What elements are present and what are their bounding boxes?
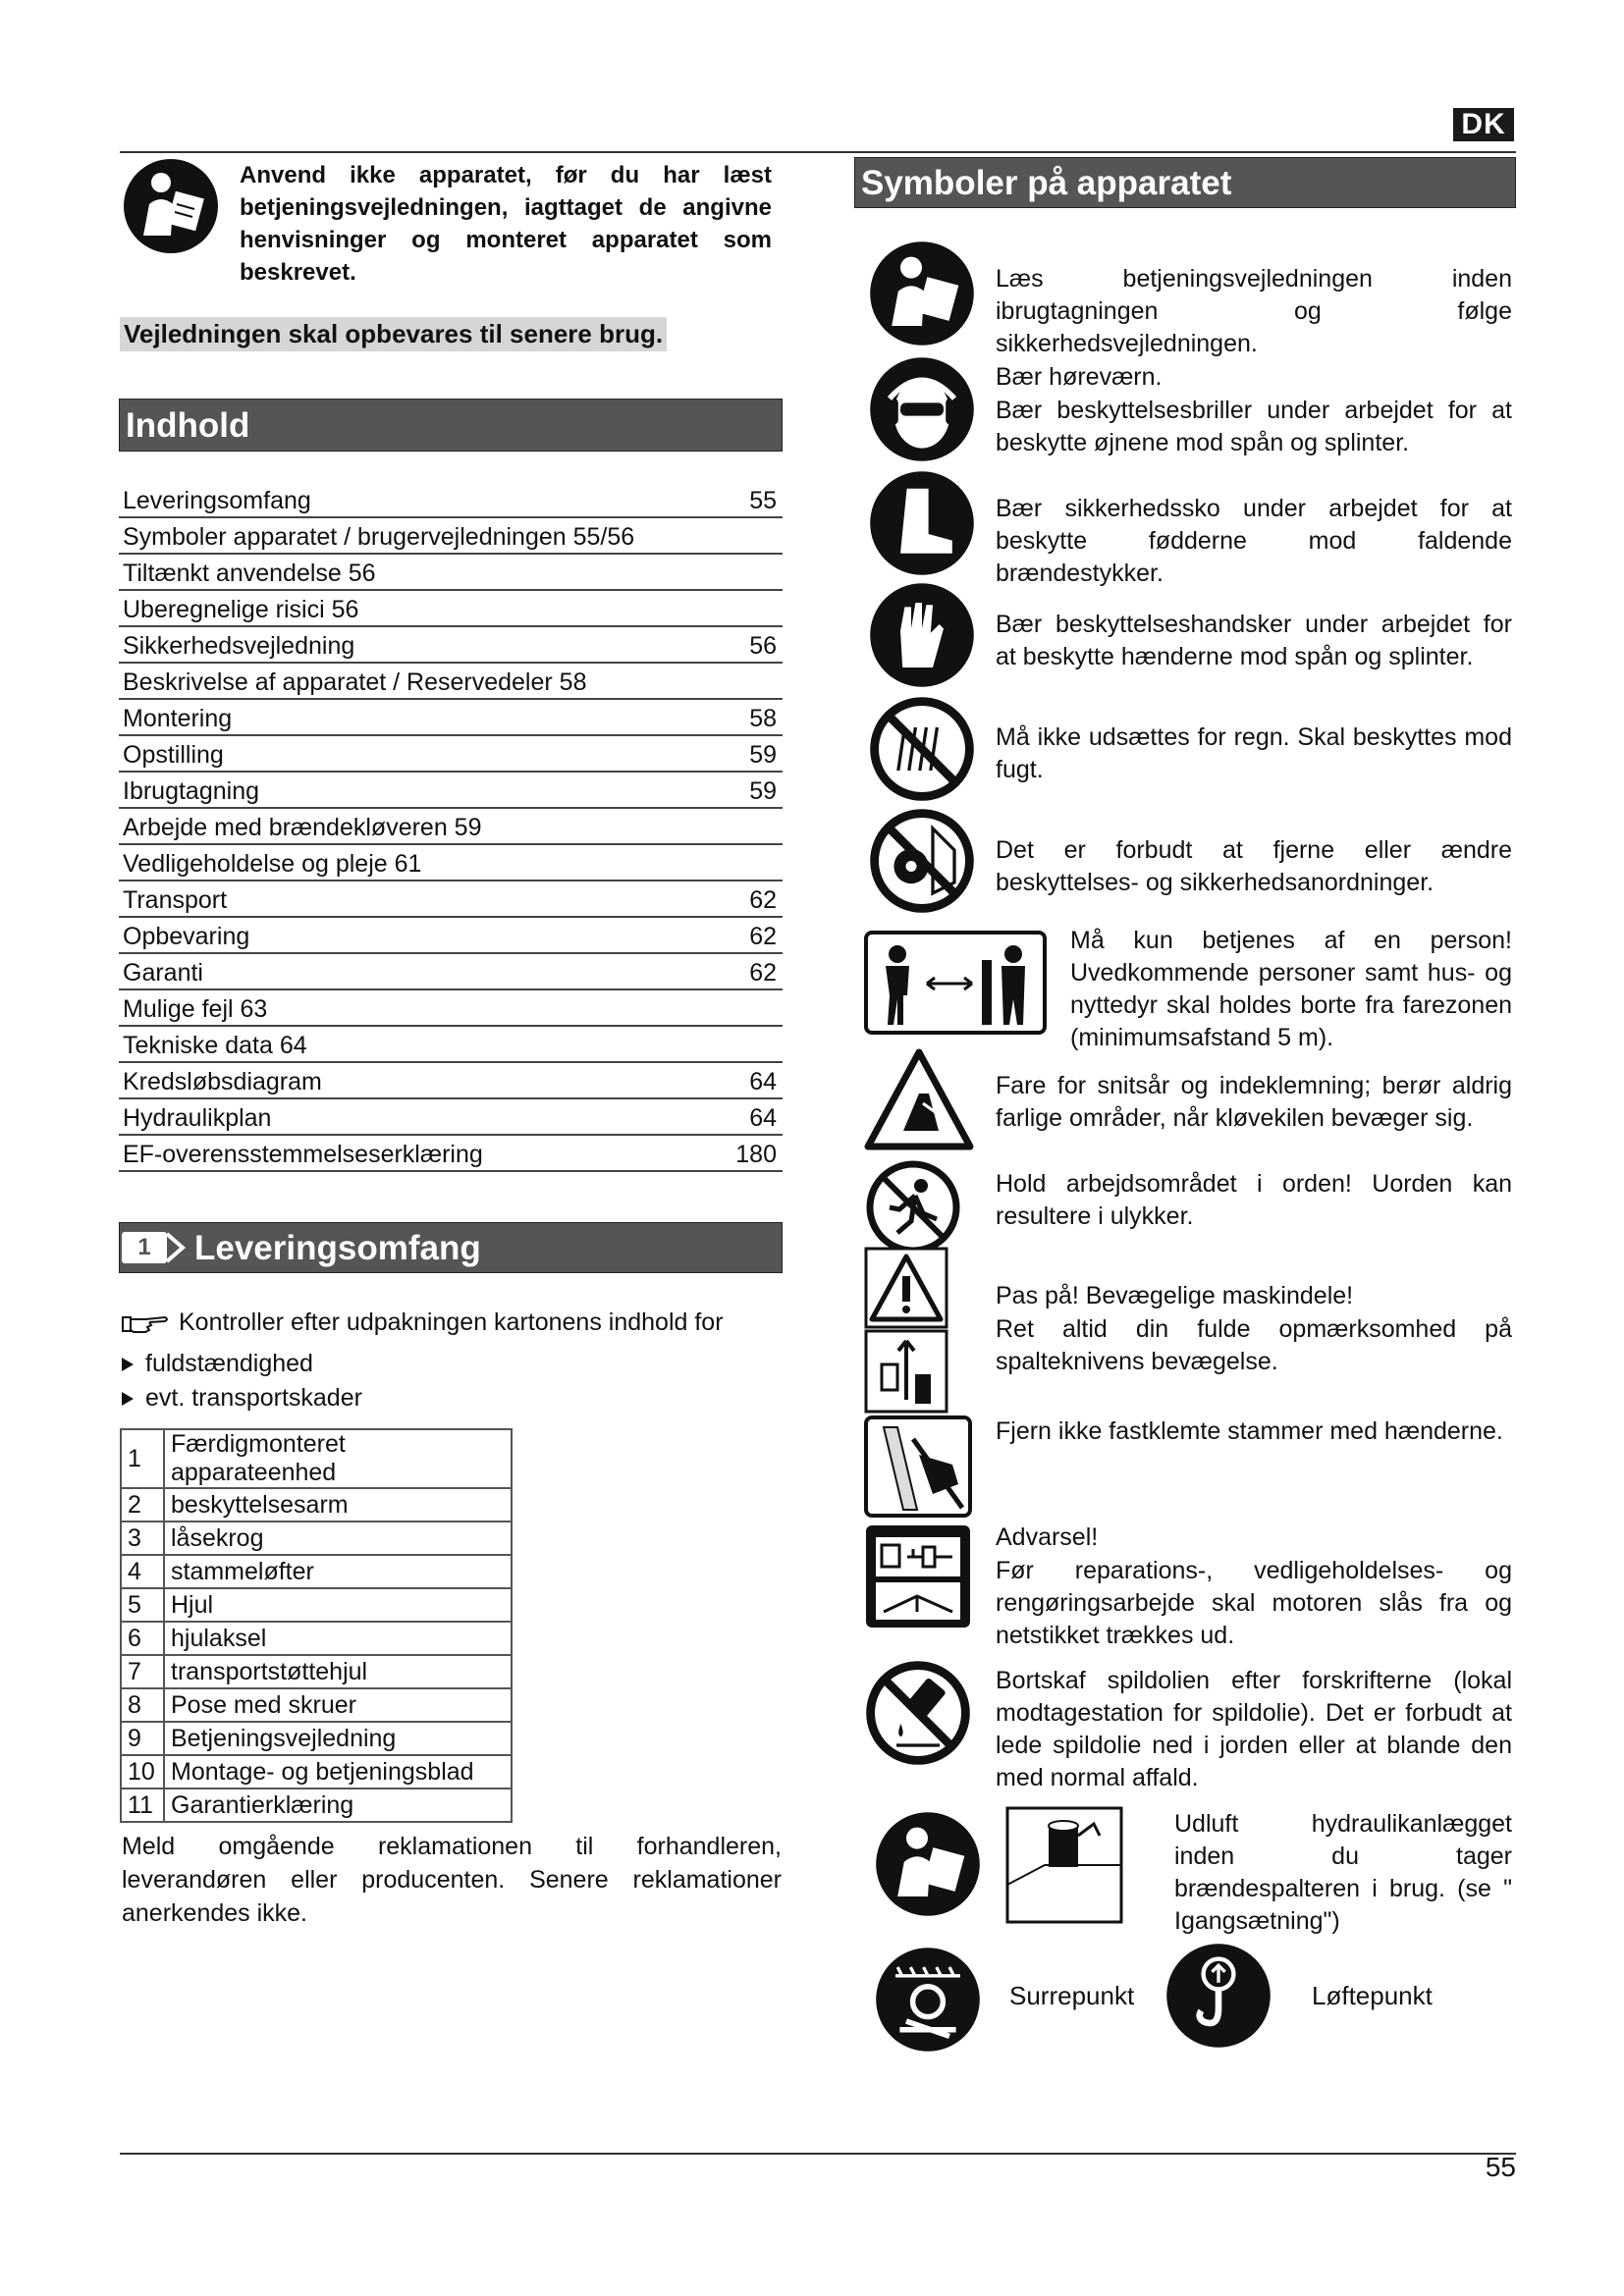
part-number: 2 xyxy=(121,1488,164,1522)
trip-hazard-icon xyxy=(864,1158,962,1256)
toc-page: 56 xyxy=(749,632,777,660)
table-row xyxy=(121,1688,512,1722)
toc-page: 55 xyxy=(749,487,777,514)
bullet-text: fuldstændighed xyxy=(145,1350,313,1377)
toc-title: Indhold xyxy=(119,399,783,452)
symbol-text: Må ikke udsættes for regn. Skal beskyttes mod fugt. xyxy=(996,723,1512,783)
toc-row[interactable] xyxy=(119,482,783,518)
delivery-title: Leveringsomfang xyxy=(119,1222,783,1273)
part-description: låsekrog xyxy=(164,1522,512,1555)
part-number: 7 xyxy=(121,1655,164,1688)
toc-label: Transport xyxy=(123,886,228,914)
part-number: 4 xyxy=(121,1555,164,1588)
list-item xyxy=(122,1350,313,1378)
check-text: Kontroller efter udpakningen kartonens indhold for xyxy=(179,1308,724,1336)
symbols-title: Symboler på apparatet xyxy=(854,157,1516,208)
symbol-text: Fjern ikke fastklemte stammer med hænderne. xyxy=(996,1417,1503,1445)
section-arrow-icon xyxy=(165,1232,187,1263)
part-description: Pose med skruer xyxy=(164,1688,512,1722)
read-manual-icon xyxy=(874,1810,982,1918)
bullet-text: evt. transportskader xyxy=(145,1384,362,1412)
table-row xyxy=(121,1622,512,1655)
toc-row[interactable] xyxy=(119,555,783,591)
keep-note: Vejledningen skal opbevares til senere brug. xyxy=(120,317,667,351)
toc-row[interactable] xyxy=(119,809,783,845)
toc-row[interactable] xyxy=(119,1027,783,1063)
bullet-arrow-icon xyxy=(122,1392,134,1406)
toc-label: Tiltænkt anvendelse 56 xyxy=(123,560,376,587)
toc-label: Opstilling xyxy=(123,741,224,769)
toc-row[interactable] xyxy=(119,1099,783,1136)
toc-label: Leveringsomfang xyxy=(123,487,311,514)
cut-hazard-warning-icon xyxy=(864,1048,974,1150)
bottom-rule xyxy=(120,2153,1516,2155)
table-row xyxy=(121,1555,512,1588)
toc-label: Symboler apparatet / brugervejledningen 55/56 xyxy=(123,523,635,551)
toc-label: Tekniske data 64 xyxy=(123,1032,307,1059)
symbol-text: Bortskaf spildolien efter forskrifterne (lokal modtagestation for spildolie). Det er forbudt at lede spildolie ned i jorden eller at blande den med normal affald. xyxy=(996,1667,1512,1791)
list-item xyxy=(122,1384,362,1413)
top-rule xyxy=(120,151,1516,153)
symbol-text: Må kun betjenes af en person! Uvedkommende personer samt hus- og nyttedyr skal holdes borte fra farezonen (minimumsafstand 5 m). xyxy=(1070,927,1512,1051)
safety-boots-icon xyxy=(868,469,976,577)
part-description: stammeløfter xyxy=(164,1555,512,1588)
hydraulic-vent-screw-icon xyxy=(1005,1806,1123,1924)
symbol-text: Advarsel! xyxy=(996,1523,1099,1551)
part-description: Garantierklæring xyxy=(164,1789,512,1822)
symbol-text: Før reparations-, vedligeholdelses- og rengøringsarbejde skal motoren slås fra og netstikket trækkes ud. xyxy=(996,1557,1512,1649)
lashing-point-label: Surrepunkt xyxy=(1009,1981,1135,2010)
no-hands-jammed-log-icon xyxy=(864,1415,972,1518)
table-row xyxy=(121,1722,512,1755)
toc-label: Opbevaring xyxy=(123,923,250,950)
part-number: 6 xyxy=(121,1622,164,1655)
no-rain-icon xyxy=(868,695,976,803)
toc-label: EF-overensstemmelseserklæring xyxy=(123,1141,483,1168)
part-number: 3 xyxy=(121,1522,164,1555)
symbol-text: Læs betjeningsvejledningen inden ibrugtagningen og følge sikkerhedsvejledningen. xyxy=(996,265,1512,357)
part-number: 5 xyxy=(121,1588,164,1622)
symbol-text: Pas på! Bevægelige maskindele! xyxy=(996,1282,1354,1309)
lifting-point-icon xyxy=(1164,1942,1272,2050)
toc-row[interactable] xyxy=(119,918,783,954)
toc-label: Beskrivelse af apparatet / Reservedeler 58 xyxy=(123,668,587,696)
symbol-text: Bær beskyttelseshandsker under arbejdet for at beskytte hænderne mod spån og splinter. xyxy=(996,611,1512,670)
table-row xyxy=(121,1755,512,1789)
no-guard-removal-icon xyxy=(868,807,976,915)
toc-row[interactable] xyxy=(119,845,783,881)
toc-label: Uberegnelige risici 56 xyxy=(123,596,359,623)
part-number: 9 xyxy=(121,1722,164,1755)
check-instruction xyxy=(122,1308,724,1337)
toc-page: 64 xyxy=(749,1068,777,1095)
part-description: Hjul xyxy=(164,1588,512,1622)
page-number: 55 xyxy=(1485,2152,1516,2182)
moving-parts-warning-icon xyxy=(864,1247,948,1414)
toc-page: 180 xyxy=(735,1141,777,1168)
ear-eye-protection-icon xyxy=(868,355,976,463)
table-row xyxy=(121,1522,512,1555)
part-description: Betjeningsvejledning xyxy=(164,1722,512,1755)
parts-table xyxy=(120,1428,513,1823)
toc-page: 62 xyxy=(749,923,777,950)
part-number: 11 xyxy=(121,1789,164,1822)
symbol-text: Ret altid din fulde opmærksomhed på spalteknivens bevægelse. xyxy=(996,1315,1512,1375)
part-description: beskyttelsesarm xyxy=(164,1488,512,1522)
part-number: 8 xyxy=(121,1688,164,1722)
read-manual-icon xyxy=(122,157,220,255)
unplug-before-maintenance-icon xyxy=(864,1523,972,1629)
intro-warning: Anvend ikke apparatet, før du har læst betjeningsvejledningen, iagttaget de angivne henvisninger og monteret apparatet som beskrevet. xyxy=(240,162,772,286)
lifting-point-label: Løftepunkt xyxy=(1312,1981,1433,2010)
toc-row[interactable] xyxy=(119,736,783,773)
safety-gloves-icon xyxy=(868,581,976,689)
toc-label: Montering xyxy=(123,705,233,732)
part-description: hjulaksel xyxy=(164,1622,512,1655)
toc-label: Mulige fejl 63 xyxy=(123,995,268,1023)
toc-label: Ibrugtagning xyxy=(123,777,260,805)
toc-row[interactable] xyxy=(119,773,783,809)
toc-row[interactable] xyxy=(119,700,783,736)
toc-row[interactable] xyxy=(119,954,783,990)
symbol-text: Bær høreværn. xyxy=(996,363,1163,391)
single-operator-icon xyxy=(864,931,1047,1035)
toc-page: 58 xyxy=(749,705,777,732)
toc-list xyxy=(119,482,783,1172)
claim-note: Meld omgående reklamationen til forhandleren, leverandøren eller producenten. Senere reklamationer anerkendes ikke. xyxy=(122,1833,782,1927)
toc-label: Sikkerhedsvejledning xyxy=(123,632,355,660)
bullet-arrow-icon xyxy=(122,1358,134,1371)
toc-page: 62 xyxy=(749,959,777,987)
lashing-point-icon xyxy=(874,1946,982,2054)
toc-row[interactable] xyxy=(119,664,783,700)
toc-label: Garanti xyxy=(123,959,203,987)
symbol-text: Det er forbudt at fjerne eller ændre beskyttelses- og sikkerhedsanordninger. xyxy=(996,836,1512,896)
toc-row[interactable] xyxy=(119,1136,783,1172)
toc-row[interactable] xyxy=(119,591,783,627)
part-description: Montage- og betjeningsblad xyxy=(164,1755,512,1789)
part-description: transportstøttehjul xyxy=(164,1655,512,1688)
toc-page: 62 xyxy=(749,886,777,914)
part-number: 1 xyxy=(121,1429,164,1488)
table-row xyxy=(121,1789,512,1822)
symbol-text: Bær beskyttelsesbriller under arbejdet for at beskytte øjnene mod spån og splinter. xyxy=(996,397,1512,456)
toc-row[interactable] xyxy=(119,518,783,555)
pointing-hand-icon xyxy=(122,1312,171,1334)
toc-label: Kredsløbsdiagram xyxy=(123,1068,322,1095)
symbol-text: Hold arbejdsområdet i orden! Uorden kan resultere i ulykker. xyxy=(996,1170,1512,1230)
toc-page: 59 xyxy=(749,741,777,769)
part-number: 10 xyxy=(121,1755,164,1789)
table-row xyxy=(121,1488,512,1522)
symbol-text: Bær sikkerhedssko under arbejdet for at beskytte fødderne mod faldende brændestykker. xyxy=(996,495,1512,587)
toc-row[interactable] xyxy=(119,881,783,918)
toc-page: 59 xyxy=(749,777,777,805)
language-badge: DK xyxy=(1453,108,1514,141)
toc-row[interactable] xyxy=(119,990,783,1027)
table-row xyxy=(121,1655,512,1688)
symbol-text: Fare for snitsår og indeklemning; berør aldrig farlige områder, når kløvekilen bevæger sig. xyxy=(996,1072,1512,1132)
no-oil-disposal-icon xyxy=(864,1659,972,1767)
section-number: 1 xyxy=(122,1232,167,1263)
toc-row[interactable] xyxy=(119,1063,783,1099)
symbol-text: Udluft hydraulikanlægget inden du tager brændespalteren i brug. (se " Igangsætning") xyxy=(1174,1810,1512,1935)
read-manual-icon xyxy=(868,240,976,347)
toc-label: Arbejde med brændekløveren 59 xyxy=(123,814,482,841)
toc-row[interactable] xyxy=(119,627,783,664)
table-row xyxy=(121,1429,512,1488)
part-description: Færdigmonteret apparateenhed xyxy=(164,1429,512,1488)
toc-page: 64 xyxy=(749,1104,777,1132)
table-row xyxy=(121,1588,512,1622)
toc-label: Vedligeholdelse og pleje 61 xyxy=(123,850,422,878)
toc-label: Hydraulikplan xyxy=(123,1104,272,1132)
